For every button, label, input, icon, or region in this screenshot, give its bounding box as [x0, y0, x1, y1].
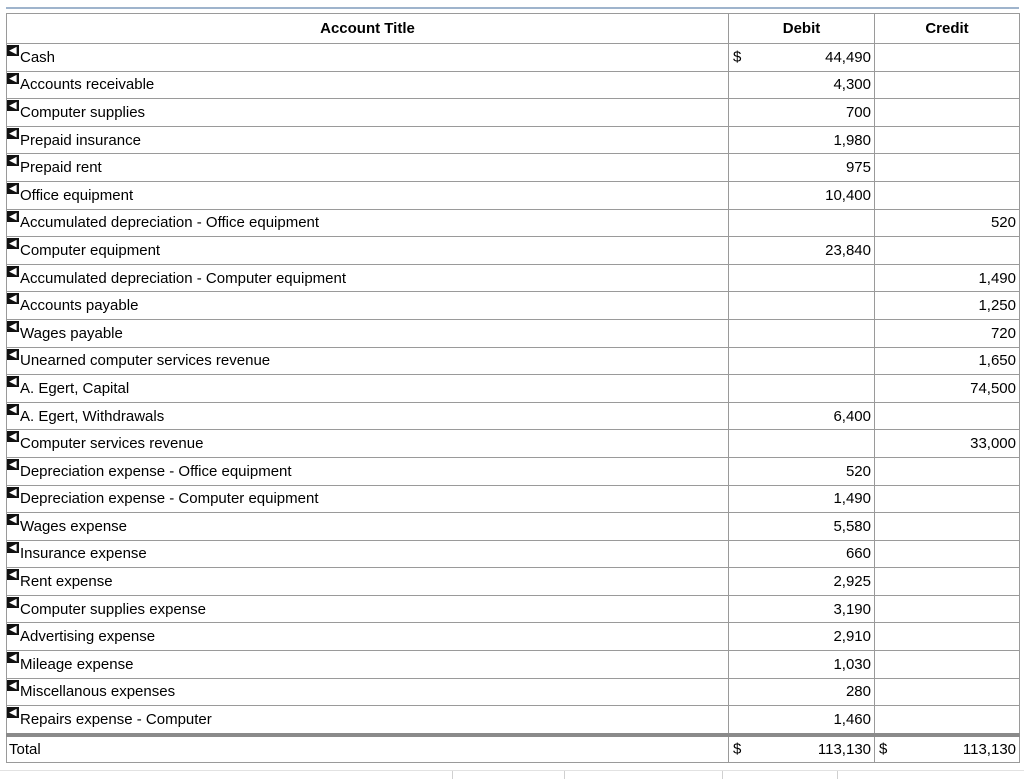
account-title: Office equipment — [20, 186, 134, 204]
arrow-left-icon[interactable]: ◀ — [7, 514, 19, 525]
debit-value: 1,490 — [833, 490, 871, 508]
debit-cell — [729, 71, 875, 99]
arrow-left-icon[interactable]: ◀ — [7, 155, 19, 166]
debit-cell — [729, 181, 875, 209]
debit-value: 23,840 — [825, 241, 871, 259]
debit-value: 4,300 — [833, 76, 871, 94]
credit-cell — [875, 430, 1020, 458]
debit-cell — [729, 237, 875, 265]
arrow-left-icon[interactable]: ◀ — [7, 624, 19, 635]
account-title: Cash — [20, 48, 56, 66]
table-row — [7, 430, 1020, 458]
account-cell — [7, 181, 729, 209]
account-title: Prepaid rent — [20, 159, 102, 177]
credit-cell — [875, 181, 1020, 209]
account-cell — [7, 457, 729, 485]
debit-cell — [729, 264, 875, 292]
debit-cell — [729, 402, 875, 430]
account-title: Computer equipment — [20, 241, 161, 259]
account-title: Accumulated depreciation - Office equipment — [20, 214, 320, 232]
debit-value: 660 — [845, 545, 871, 563]
debit-cell — [729, 99, 875, 127]
table-row — [7, 485, 1020, 513]
credit-cell — [875, 402, 1020, 430]
credit-cell — [875, 154, 1020, 182]
credit-cell — [875, 513, 1020, 541]
account-cell — [7, 154, 729, 182]
account-cell — [7, 237, 729, 265]
debit-cell — [729, 209, 875, 237]
debit-value: 700 — [845, 103, 871, 121]
account-cell — [7, 485, 729, 513]
debit-value: 5,580 — [833, 517, 871, 535]
credit-cell — [875, 264, 1020, 292]
table-row — [7, 375, 1020, 403]
table-row — [7, 264, 1020, 292]
debit-value: 1,030 — [833, 655, 871, 673]
credit-value: 1,650 — [978, 352, 1016, 370]
account-title: Rent expense — [20, 573, 113, 591]
credit-cell — [875, 99, 1020, 127]
header-account-title: Account Title — [7, 14, 729, 44]
debit-value: 2,910 — [833, 628, 871, 646]
arrow-left-icon[interactable]: ◀ — [7, 376, 19, 387]
account-title: Wages payable — [20, 324, 123, 342]
total-credit-value: 113,130 — [962, 740, 1016, 758]
credit-value: 720 — [990, 324, 1016, 342]
bottom-tick — [564, 771, 565, 779]
debit-value: 520 — [845, 462, 871, 480]
debit-value: 1,460 — [833, 711, 871, 729]
debit-cell — [729, 347, 875, 375]
debit-value: 975 — [845, 159, 871, 177]
table-row — [7, 99, 1020, 127]
account-title: Insurance expense — [20, 545, 147, 563]
table-row — [7, 292, 1020, 320]
account-title: Prepaid insurance — [20, 131, 141, 149]
debit-value: 3,190 — [833, 600, 871, 618]
arrow-left-icon[interactable]: ◀ — [7, 680, 19, 691]
table-row — [7, 154, 1020, 182]
credit-cell — [875, 457, 1020, 485]
credit-cell — [875, 347, 1020, 375]
total-label: Total — [7, 735, 729, 763]
account-title: Computer supplies — [20, 103, 146, 121]
table-row — [7, 623, 1020, 651]
account-cell — [7, 540, 729, 568]
account-cell — [7, 44, 729, 72]
account-cell — [7, 292, 729, 320]
arrow-left-icon[interactable]: ◀ — [7, 100, 19, 111]
arrow-left-icon[interactable]: ◀ — [7, 73, 19, 84]
arrow-left-icon[interactable]: ◀ — [7, 128, 19, 139]
arrow-left-icon[interactable]: ◀ — [7, 293, 19, 304]
account-title: Wages expense — [20, 517, 128, 535]
debit-value: 10,400 — [825, 186, 871, 204]
debit-value: 1,980 — [833, 131, 871, 149]
account-cell — [7, 347, 729, 375]
table-row — [7, 181, 1020, 209]
debit-value: 6,400 — [833, 407, 871, 425]
debit-cell — [729, 375, 875, 403]
debit-cell — [729, 678, 875, 706]
table-row — [7, 44, 1020, 72]
credit-cell — [875, 706, 1020, 735]
arrow-left-icon[interactable]: ◀ — [7, 211, 19, 222]
table-row — [7, 457, 1020, 485]
arrow-left-icon[interactable]: ◀ — [7, 569, 19, 580]
arrow-left-icon[interactable]: ◀ — [7, 266, 19, 277]
debit-cell — [729, 568, 875, 596]
debit-cell — [729, 430, 875, 458]
bottom-tick — [722, 771, 723, 779]
header-debit: Debit — [729, 14, 875, 44]
arrow-left-icon[interactable]: ◀ — [7, 321, 19, 332]
arrow-left-icon[interactable]: ◀ — [7, 459, 19, 470]
total-debit-cell — [729, 735, 875, 763]
debit-cell — [729, 485, 875, 513]
debit-cell — [729, 44, 875, 72]
account-title: Accounts payable — [20, 297, 139, 315]
bottom-tick — [837, 771, 838, 779]
arrow-left-icon[interactable]: ◀ — [7, 404, 19, 415]
debit-cell — [729, 154, 875, 182]
debit-cell — [729, 706, 875, 735]
total-credit-cell — [875, 735, 1020, 763]
account-title: Mileage expense — [20, 655, 134, 673]
credit-cell — [875, 71, 1020, 99]
credit-cell — [875, 126, 1020, 154]
arrow-left-icon[interactable]: ◀ — [7, 349, 19, 360]
account-cell — [7, 623, 729, 651]
credit-cell — [875, 292, 1020, 320]
table-row — [7, 706, 1020, 735]
credit-value: 1,250 — [978, 297, 1016, 315]
debit-cell — [729, 595, 875, 623]
account-title: A. Egert, Withdrawals — [20, 407, 165, 425]
debit-cell — [729, 292, 875, 320]
debit-cell — [729, 651, 875, 679]
account-cell — [7, 430, 729, 458]
debit-value: 44,490 — [825, 48, 871, 66]
account-cell — [7, 402, 729, 430]
table-row — [7, 513, 1020, 541]
account-cell — [7, 568, 729, 596]
account-title: Computer services revenue — [20, 435, 204, 453]
arrow-left-icon[interactable]: ◀ — [7, 597, 19, 608]
account-cell — [7, 126, 729, 154]
bottom-tick — [452, 771, 453, 779]
debit-cell — [729, 513, 875, 541]
credit-cell — [875, 237, 1020, 265]
dollar-sign: $ — [879, 740, 888, 758]
account-cell — [7, 513, 729, 541]
arrow-left-icon[interactable]: ◀ — [7, 487, 19, 498]
account-cell — [7, 99, 729, 127]
account-title: Computer supplies expense — [20, 600, 206, 618]
account-cell — [7, 71, 729, 99]
account-title: Accounts receivable — [20, 76, 155, 94]
debit-cell — [729, 457, 875, 485]
table-row — [7, 595, 1020, 623]
total-debit-value: 113,130 — [817, 740, 871, 758]
debit-value: 280 — [845, 683, 871, 701]
account-cell — [7, 375, 729, 403]
dollar-sign: $ — [733, 48, 742, 66]
account-cell — [7, 651, 729, 679]
arrow-left-icon[interactable]: ◀ — [7, 542, 19, 553]
header-credit: Credit — [875, 14, 1020, 44]
table-row — [7, 237, 1020, 265]
account-cell — [7, 209, 729, 237]
account-title: A. Egert, Capital — [20, 379, 130, 397]
total-row — [7, 735, 1020, 763]
credit-value: 520 — [990, 214, 1016, 232]
table-row — [7, 347, 1020, 375]
table-row — [7, 71, 1020, 99]
credit-cell — [875, 595, 1020, 623]
account-cell — [7, 706, 729, 735]
credit-value: 74,500 — [970, 379, 1016, 397]
debit-cell — [729, 540, 875, 568]
arrow-left-icon[interactable]: ◀ — [7, 652, 19, 663]
credit-cell — [875, 540, 1020, 568]
account-title: Depreciation expense - Computer equipment — [20, 490, 319, 508]
account-title: Advertising expense — [20, 628, 156, 646]
debit-cell — [729, 623, 875, 651]
credit-value: 1,490 — [978, 269, 1016, 287]
account-cell — [7, 319, 729, 347]
table-row — [7, 319, 1020, 347]
dollar-sign: $ — [733, 740, 742, 758]
account-title: Repairs expense - Computer — [20, 711, 212, 729]
credit-cell — [875, 209, 1020, 237]
credit-value: 33,000 — [970, 435, 1016, 453]
credit-cell — [875, 485, 1020, 513]
table-row — [7, 402, 1020, 430]
debit-cell — [729, 126, 875, 154]
trial-balance-table — [6, 13, 1020, 763]
account-title: Miscellanous expenses — [20, 683, 176, 701]
arrow-left-icon[interactable]: ◀ — [7, 183, 19, 194]
credit-cell — [875, 375, 1020, 403]
account-cell — [7, 595, 729, 623]
debit-cell — [729, 319, 875, 347]
credit-cell — [875, 623, 1020, 651]
account-title: Accumulated depreciation - Computer equipment — [20, 269, 347, 287]
arrow-left-icon[interactable]: ◀ — [7, 238, 19, 249]
credit-cell — [875, 678, 1020, 706]
table-row — [7, 678, 1020, 706]
credit-cell — [875, 44, 1020, 72]
table-row — [7, 651, 1020, 679]
arrow-left-icon[interactable]: ◀ — [7, 45, 19, 56]
arrow-left-icon[interactable]: ◀ — [7, 707, 19, 718]
table-row — [7, 209, 1020, 237]
credit-cell — [875, 319, 1020, 347]
debit-value: 2,925 — [833, 573, 871, 591]
table-row — [7, 568, 1020, 596]
table-row — [7, 126, 1020, 154]
header-row — [7, 14, 1020, 44]
account-cell — [7, 678, 729, 706]
credit-cell — [875, 568, 1020, 596]
bottom-divider — [0, 770, 1024, 771]
arrow-left-icon[interactable]: ◀ — [7, 431, 19, 442]
account-cell — [7, 264, 729, 292]
account-title: Depreciation expense - Office equipment — [20, 462, 292, 480]
top-border — [6, 7, 1019, 9]
account-title: Unearned computer services revenue — [20, 352, 271, 370]
credit-cell — [875, 651, 1020, 679]
table-row — [7, 540, 1020, 568]
